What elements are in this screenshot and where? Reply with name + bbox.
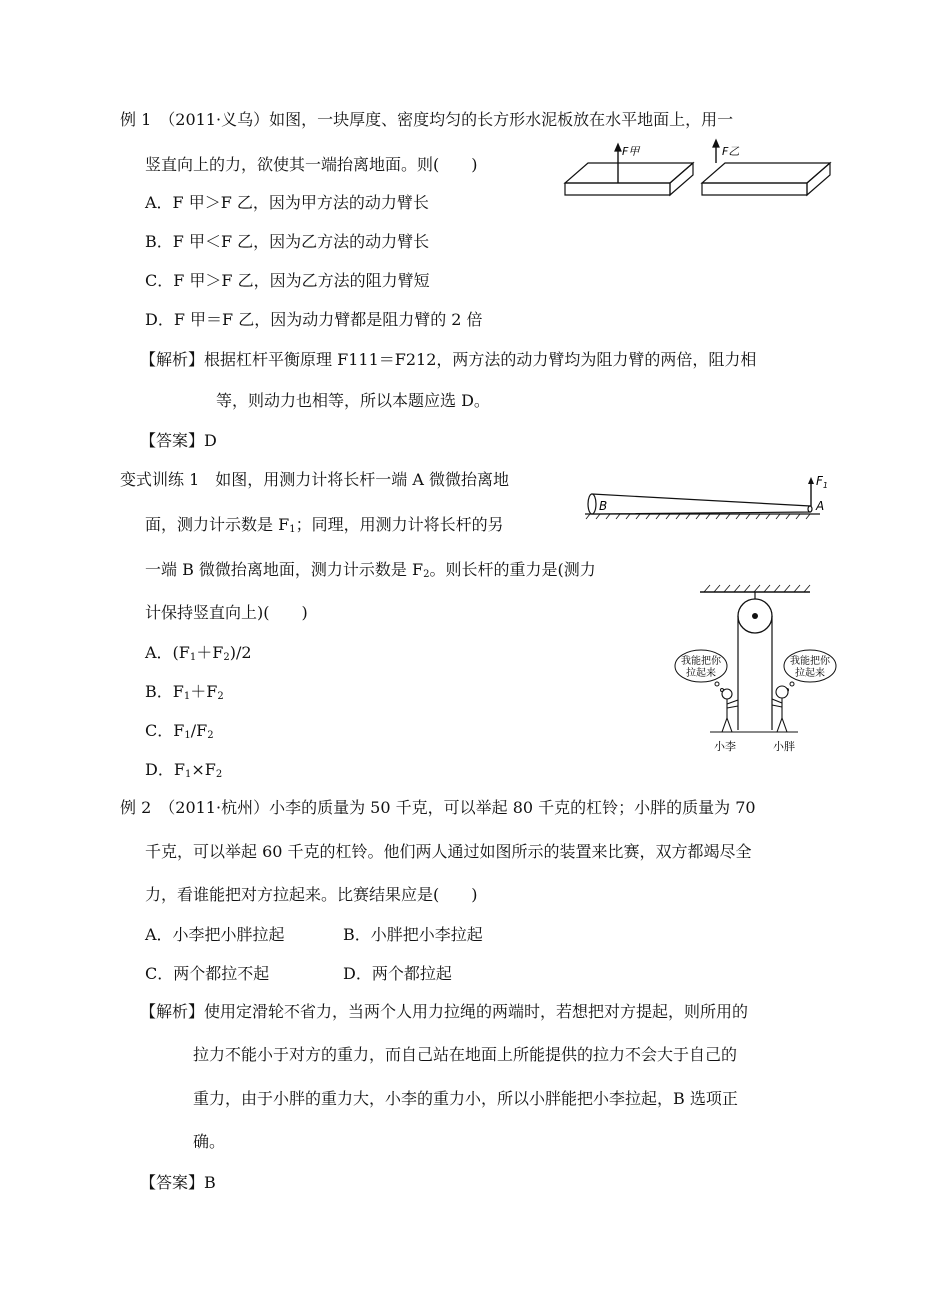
- ceiling-hatching: [704, 585, 810, 592]
- ex1-line2: 竖直向上的力，欲使其一端抬离地面。则( ): [145, 155, 478, 174]
- text: /F: [190, 721, 208, 740]
- answer-label: 【答案】: [140, 431, 205, 450]
- subscript: 1: [183, 691, 191, 702]
- text: B．F: [145, 682, 184, 701]
- text: ×F: [191, 760, 216, 779]
- ex2-option-d: D．两个都拉起: [343, 964, 452, 983]
- subscript: 2: [207, 730, 214, 741]
- subscript: 2: [423, 569, 430, 580]
- answer-value: B: [204, 1173, 216, 1192]
- force-letter: F: [816, 474, 823, 488]
- text: 。则长杆的重力是(测力: [429, 560, 596, 579]
- force-subscript: 1: [822, 481, 828, 490]
- subscript: 1: [184, 769, 192, 780]
- pulley-axle: [752, 613, 758, 619]
- bubble-left-line1: 我能把你: [681, 656, 721, 667]
- ex2-analysis-line3: 重力，由于小胖的重力大，小李的重力小，所以小胖能把小李拉起，B 选项正: [193, 1089, 738, 1108]
- var1-line2: [145, 515, 504, 540]
- var1-line1: 变式训练 1 如图，用测力计将长杆一端 A 微微抬离地: [120, 470, 509, 489]
- subscript: 1: [189, 652, 197, 663]
- subscript: 1: [184, 730, 191, 741]
- name-right: 小胖: [773, 740, 795, 753]
- text: 一端 B 微微抬离地面，测力计示数是 F: [145, 560, 424, 579]
- ex1-analysis-line1: [140, 350, 756, 370]
- analysis-label: 【解析】: [140, 1002, 205, 1021]
- ex1-slab-figure: [560, 135, 835, 200]
- ex1-option-a: A．F 甲＞F 乙，因为甲方法的动力臂长: [145, 193, 429, 212]
- subscript: 2: [223, 652, 230, 663]
- end-label-b: B: [599, 499, 608, 513]
- subscript: 2: [217, 691, 224, 702]
- force-label-right: F乙: [722, 145, 740, 158]
- rod-figure: [580, 468, 835, 520]
- force-label-left: F甲: [622, 145, 640, 158]
- person-right: [772, 686, 788, 732]
- var1-option-b: [145, 682, 224, 707]
- ex2-option-b: B．小胖把小李拉起: [343, 925, 483, 944]
- bubble-left-line2: 拉起来: [686, 668, 716, 679]
- rod: [588, 494, 812, 514]
- ex1-answer: [140, 431, 217, 451]
- ex1-option-b: B．F 甲＜F 乙，因为乙方法的动力臂长: [145, 232, 430, 251]
- ex1-line1: 例 1 （2011·义乌）如图，一块厚度、密度均匀的长方形水泥板放在水平地面上，用一: [120, 110, 734, 129]
- var1-line3: [145, 560, 596, 585]
- ex2-line3: 力，看谁能把对方拉起来。比赛结果应是( ): [145, 885, 478, 904]
- ex2-option-c: C．两个都拉不起: [145, 964, 270, 983]
- ex2-answer: [140, 1173, 216, 1193]
- force-label: [816, 474, 828, 490]
- ex2-option-a: A．小李把小胖拉起: [145, 925, 285, 944]
- text: ＋F: [196, 643, 224, 662]
- var1-option-d: [145, 760, 222, 785]
- var1-line4: 计保持竖直向上)( ): [145, 603, 308, 622]
- text: 面，测力计示数是 F: [145, 515, 290, 534]
- text: C．F: [145, 721, 185, 740]
- text: D．F: [145, 760, 185, 779]
- ex2-line2: 千克，可以举起 60 千克的杠铃。他们两人通过如图所示的装置来比赛，双方都竭尽全: [145, 842, 752, 861]
- text: ＋F: [190, 682, 218, 701]
- force-arrowhead: [808, 477, 814, 484]
- name-left: 小李: [714, 740, 736, 753]
- ex2-analysis-line2: 拉力不能小于对方的重力，而自己站在地面上所能提供的拉力不会大于自己的: [193, 1045, 738, 1064]
- ex1-analysis-line2: 等，则动力也相等，所以本题应选 D。: [216, 391, 490, 410]
- var1-option-c: [145, 721, 214, 746]
- answer-label: 【答案】: [140, 1173, 205, 1192]
- bubble-right-line1: 我能把你: [790, 656, 830, 667]
- analysis-text: 使用定滑轮不省力，当两个人用力拉绳的两端时，若想把对方提起，则所用的: [204, 1002, 749, 1021]
- person-left: [722, 689, 738, 732]
- subscript: 2: [215, 769, 223, 780]
- text: ；同理，用测力计将长杆的另: [295, 515, 504, 534]
- pulley-figure: [670, 580, 845, 755]
- end-label-a: A: [816, 499, 825, 513]
- bubble-right-line2: 拉起来: [795, 668, 825, 679]
- ex1-option-d: D．F 甲＝F 乙，因为动力臂都是阻力臂的 2 倍: [145, 310, 483, 329]
- ex2-line1: 例 2 （2011·杭州）小李的质量为 50 千克，可以举起 80 千克的杠铃；小胖的质量为 70: [120, 798, 756, 817]
- analysis-text: 根据杠杆平衡原理 F111＝F212，两方法的动力臂均为阻力臂的两倍，阻力相: [204, 350, 757, 369]
- ground-hatching: [586, 514, 810, 519]
- ex2-analysis-line4: 确。: [193, 1132, 226, 1151]
- var1-option-a: [145, 643, 252, 668]
- subscript: 1: [289, 524, 296, 535]
- answer-value: D: [204, 431, 217, 450]
- ex1-option-c: C．F 甲＞F 乙，因为乙方法的阻力臂短: [145, 271, 430, 290]
- ex2-analysis-line1: [140, 1002, 748, 1022]
- text: A．(F: [145, 643, 190, 662]
- analysis-label: 【解析】: [140, 350, 205, 369]
- text: )/2: [229, 643, 252, 662]
